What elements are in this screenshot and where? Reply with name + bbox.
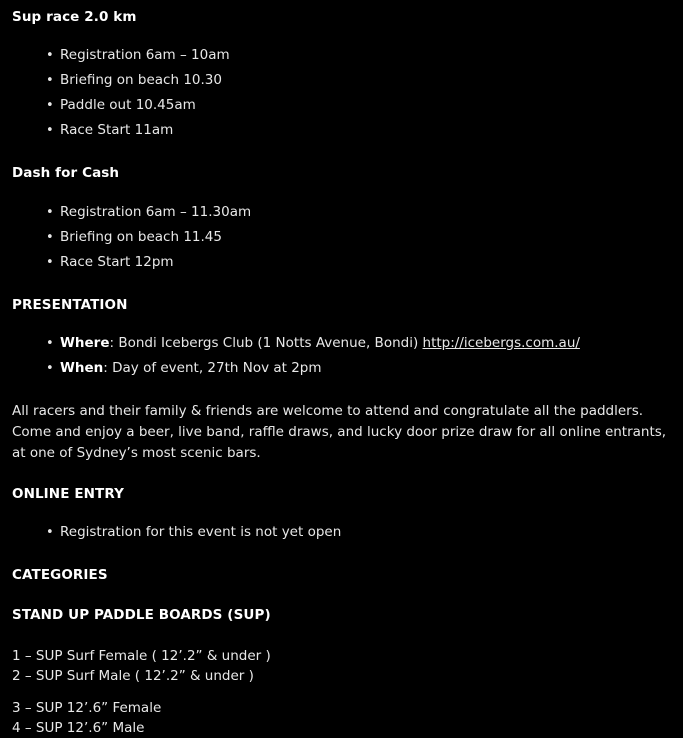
when-label: When — [60, 359, 104, 376]
presentation-section — [0, 295, 683, 315]
spacer — [0, 545, 683, 565]
presentation-title: PRESENTATION — [12, 296, 128, 313]
dash-for-cash-title: Dash for Cash — [12, 165, 120, 182]
sup-race-title: Sup race 2.0 km — [12, 9, 137, 25]
spacer — [0, 143, 683, 163]
spacer — [12, 686, 671, 698]
spacer — [0, 381, 683, 401]
list-item: • Race Start 11am — [60, 118, 683, 143]
list-item: • Registration 6am – 10am — [60, 43, 683, 68]
online-entry-list — [0, 520, 683, 545]
when-text: : Day of event, 27th Nov at 2pm — [103, 359, 322, 376]
category-line: 1 – SUP Surf Female ( 12’.2” & under ) — [12, 647, 271, 664]
icebergs-link[interactable]: http://icebergs.com.au/ — [422, 334, 580, 351]
where-text: : Bondi Icebergs Club (1 Notts Avenue, Bondi) — [109, 334, 423, 351]
category-line: 3 – SUP 12’.6” Female — [12, 699, 162, 716]
presentation-list — [0, 331, 683, 381]
list-item: • Briefing on beach 11.45 — [60, 225, 683, 250]
sup-race-list — [0, 43, 683, 143]
online-entry-section — [0, 484, 683, 504]
intro-paragraph-block — [0, 401, 683, 464]
spacer — [0, 27, 683, 43]
list-item: • Registration 6am – 11.30am — [60, 200, 683, 225]
dash-for-cash-list — [0, 200, 683, 275]
categories-title: CATEGORIES — [12, 567, 108, 583]
spacer — [0, 464, 683, 484]
spacer — [0, 315, 683, 331]
intro-paragraph: All racers and their family & friends are welcome to attend and congratulate all the paddlers. Come and enjoy a beer, live band, raffle draws, and lucky door prize draw for all online entrants, at one of Sydney’s most scenic bars. — [12, 402, 667, 461]
categories-section — [0, 565, 683, 738]
list-item: • Registration for this event is not yet open — [60, 520, 683, 545]
category-line: 4 – SUP 12’.6” Male — [12, 719, 145, 736]
category-line: 2 – SUP Surf Male ( 12’.2” & under ) — [12, 667, 254, 684]
where-label: Where — [60, 334, 110, 351]
categories-subtitle: STAND UP PADDLE BOARDS (SUP) — [12, 607, 271, 624]
spacer — [12, 585, 671, 605]
list-item-where — [60, 331, 683, 356]
list-item: • Paddle out 10.45am — [60, 93, 683, 118]
online-entry-title: ONLINE ENTRY — [12, 485, 124, 502]
spacer — [0, 184, 683, 200]
spacer — [0, 275, 683, 295]
spacer — [0, 504, 683, 520]
list-item: • Race Start 12pm — [60, 250, 683, 275]
spacer — [12, 626, 671, 646]
list-item-when — [60, 356, 683, 381]
dash-for-cash-section — [0, 163, 683, 183]
list-item: • Briefing on beach 10.30 — [60, 68, 683, 93]
sup-race-section — [0, 0, 683, 27]
